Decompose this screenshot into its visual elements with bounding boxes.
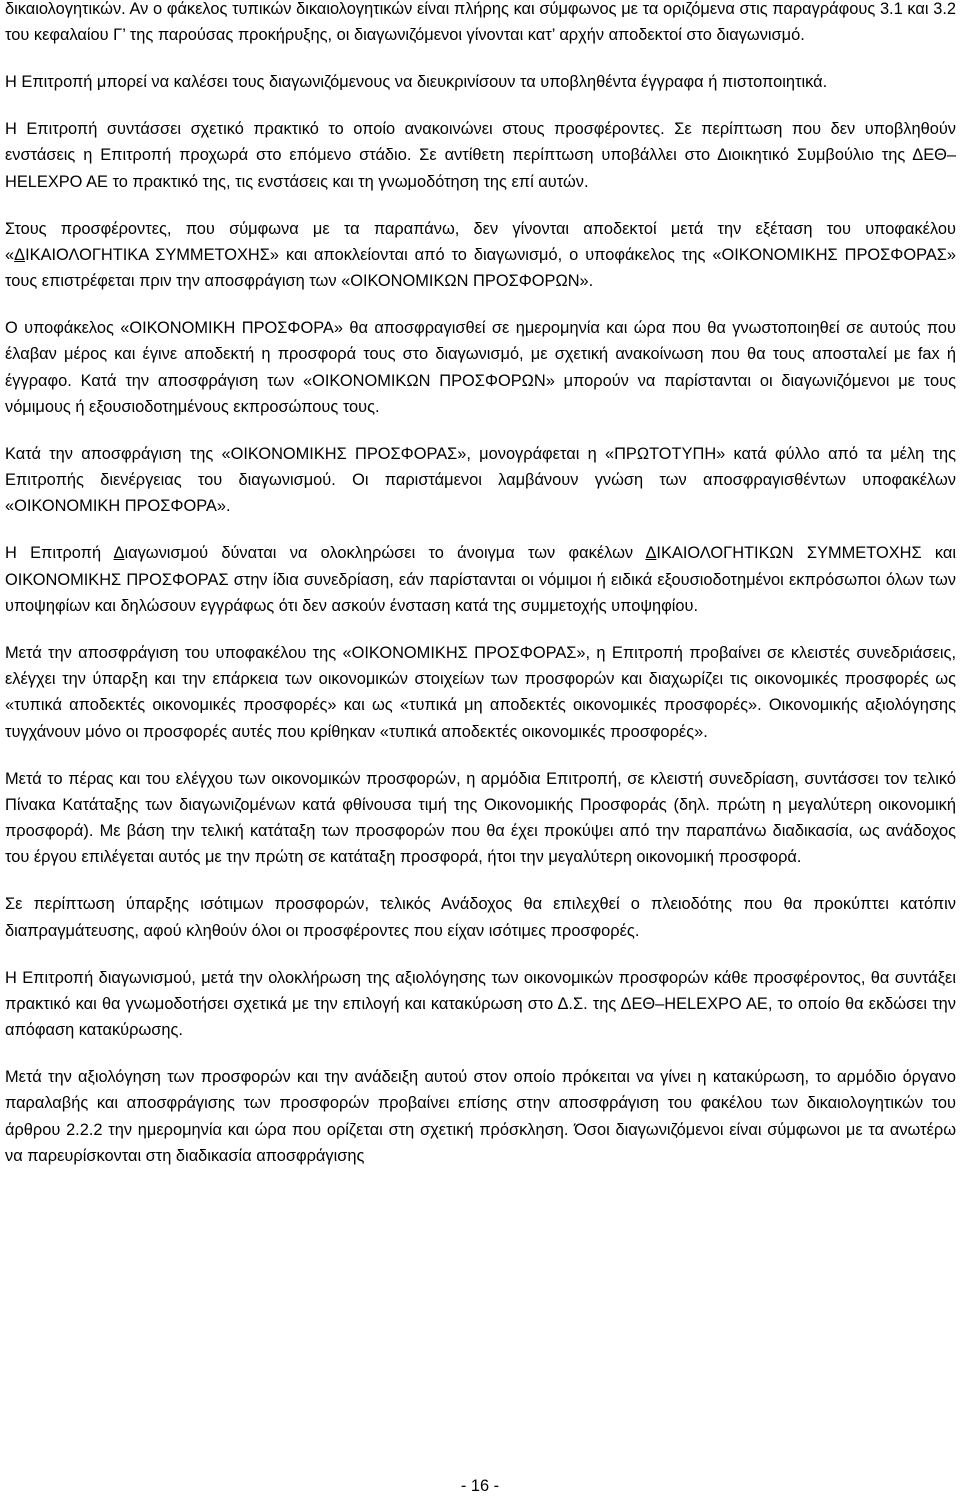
- paragraph-7-underlined-b: Δ: [645, 544, 657, 563]
- document-body: [5, 0, 956, 1190]
- paragraph-4-underlined: Δ: [14, 245, 26, 264]
- paragraph-12: Μετά την αξιολόγηση των προσφορών και την ανάδειξη αυτού στον οποίο πρόκειται να γίνει η κατακύρωση, το αρμόδιο όργανο παραλαβής και αποσφράγισης των προσφορών προβαίνει επίσης στην αποσφράγιση του φακέλου των δικαιολογητικών του άρθρου 2.2.2 την ημερομηνία και ώρα που ορίζεται στη σχετική πρόσκληση. Όσοι διαγωνιζόμενοι είναι σύμφωνοι με τα ανωτέρω να παρευρίσκονται στη διαδικασία αποσφράγισης: [5, 1068, 956, 1165]
- paragraph-7-text-b: ιαγωνισμού δύναται να ολοκληρώσει το άνοιγμα των φακέλων: [124, 544, 646, 563]
- paragraph-4: [5, 216, 956, 295]
- paragraph-7-text-a: Η Επιτροπή: [5, 544, 114, 563]
- paragraph-7-text-c: ΙΚΑΙΟΛΟΓΗΤΙΚΩΝ ΣΥΜΜΕΤΟΧΗΣ και ΟΙΚΟΝΟΜΙΚΗΣ ΠΡΟΣΦΟΡΑΣ στην ίδια συνεδρίαση, εάν παρίστανται οι νόμιμοι ή ειδικά εξουσιοδοτημένοι εκπρόσωποι όλων των υποψηφίων και δηλώσουν εγγράφως ότι δεν ασκούν ένσταση κατά της συμμετοχής υποψηφίου.: [5, 544, 956, 615]
- paragraph-7-underlined-a: Δ: [113, 544, 125, 563]
- paragraph-6: Κατά την αποσφράγιση της «ΟΙΚΟΝΟΜΙΚΗΣ ΠΡΟΣΦΟΡΑΣ», μονογράφεται η «ΠΡΩΤΟΤΥΠΗ» κατά φύλλο από τα μέλη της Επιτροπής διενέργειας του διαγωνισμού. Οι παριστάμενοι λαμβάνουν γνώση των αποσφραγισθέντων υποφακέλων «ΟΙΚΟΝΟΜΙΚΗ ΠΡΟΣΦΟΡΑ».: [5, 444, 956, 516]
- paragraph-5: Ο υποφάκελος «ΟΙΚΟΝΟΜΙΚΗ ΠΡΟΣΦΟΡΑ» θα αποσφραγισθεί σε ημερομηνία και ώρα που θα γνωστοποιηθεί σε αυτούς που έλαβαν μέρος και έγινε αποδεκτή η προσφορά τους στο διαγωνισμό, με σχετική ανακοίνωση που θα τους αποσταλεί με fax ή έγγραφο. Κατά την αποσφράγιση των «ΟΙΚΟΝΟΜΙΚΩΝ ΠΡΟΣΦΟΡΩΝ» μπορούν να παρίστανται οι διαγωνιζόμενοι με τους νόμιμους ή εξουσιοδοτημένους εκπροσώπους τους.: [5, 319, 956, 416]
- paragraph-1: δικαιολογητικών. Αν ο φάκελος τυπικών δικαιολογητικών είναι πλήρης και σύμφωνος με τα οριζόμενα στις παραγράφους 3.1 και 3.2 του κεφαλαίου Γ’ της παρούσας προκήρυξης, οι διαγωνιζόμενοι γίνονται κατ’ αρχήν αποδεκτοί στο διαγωνισμό.: [5, 0, 956, 45]
- paragraph-8: Μετά την αποσφράγιση του υποφακέλου της «ΟΙΚΟΝΟΜΙΚΗΣ ΠΡΟΣΦΟΡΑΣ», η Επιτροπή προβαίνει σε κλειστές συνεδριάσεις, ελέγχει την ύπαρξη και την επάρκεια των οικονομικών στοιχείων των προσφορών και διαχωρίζει τις οικονομικές προσφορές ως «τυπικά αποδεκτές οικονομικές προσφορές» και ως «τυπικά μη αποδεκτές οικονομικές προσφορές». Οικονομικής αξιολόγησης τυγχάνουν μόνο οι προσφορές αυτές που κρίθηκαν «τυπικά αποδεκτές οικονομικές προσφορές».: [5, 643, 956, 741]
- paragraph-4-text-b: ΙΚΑΙΟΛΟΓΗΤΙΚΑ ΣΥΜΜΕΤΟΧΗΣ» και αποκλείονται από το διαγωνισμό, ο υποφάκελος της «ΟΙΚΟΝΟΜΙΚΗΣ ΠΡΟΣΦΟΡΑΣ» τους επιστρέφεται πριν την αποσφράγιση των «ΟΙΚΟΝΟΜΙΚΩΝ ΠΡΟΣΦΟΡΩΝ».: [5, 245, 956, 291]
- paragraph-4-text-a: Στους προσφέροντες, που σύμφωνα με τα παραπάνω, δεν γίνονται αποδεκτοί μετά την εξέταση του υποφακέλου «: [5, 219, 956, 264]
- paragraph-3: Η Επιτροπή συντάσσει σχετικό πρακτικό το οποίο ανακοινώνει στους προσφέροντες. Σε περίπτωση που δεν υποβληθούν ενστάσεις η Επιτροπή προχωρά στο επόμενο στάδιο. Σε αντίθετη περίπτωση υποβάλλει στο Διοικητικό Συμβούλιο της ΔΕΘ–HELEXPO AE το πρακτικό της, τις ενστάσεις και τη γνωμοδότηση της επί αυτών.: [5, 120, 956, 191]
- paragraph-11: Η Επιτροπή διαγωνισμού, μετά την ολοκλήρωση της αξιολόγησης των οικονομικών προσφορών κάθε προσφέροντος, θα συντάξει πρακτικό και θα γνωμοδοτήσει σχετικά με την επιλογή και κατακύρωση στο Δ.Σ. της ΔΕΘ–HELEXPO AE, το οποίο θα εκδώσει την απόφαση κατακύρωσης.: [5, 968, 956, 1040]
- paragraph-2: Η Επιτροπή μπορεί να καλέσει τους διαγωνιζόμενους να διευκρινίσουν τα υποβληθέντα έγγραφα ή πιστοποιητικά.: [5, 73, 828, 92]
- paragraph-10: Σε περίπτωση ύπαρξης ισότιμων προσφορών, τελικός Ανάδοχος θα επιλεχθεί ο πλειοδότης που θα προκύπτει κατόπιν διαπραγμάτευσης, αφού κληθούν όλοι οι προσφέροντες που είχαν ισότιμες προσφορές.: [5, 895, 956, 940]
- paragraph-7: [5, 540, 956, 619]
- page-number: - 16 -: [460, 1477, 500, 1495]
- paragraph-9: Μετά το πέρας και του ελέγχου των οικονομικών προσφορών, η αρμόδια Επιτροπή, σε κλειστή συνεδρίαση, συντάσσει τον τελικό Πίνακα Κατάταξης των διαγωνιζομένων κατά φθίνουσα τιμή της Οικονομικής Προσφοράς (δηλ. πρώτη η μεγαλύτερη οικονομική προσφορά). Με βάση την τελική κατάταξη των προσφορών που θα έχει προκύψει από την παραπάνω διαδικασία, ως ανάδοχος του έργου επιλέγεται αυτός με την πρώτη σε κατάταξη προσφορά, ήτοι την μεγαλύτερη οικονομική προσφορά.: [5, 769, 956, 867]
